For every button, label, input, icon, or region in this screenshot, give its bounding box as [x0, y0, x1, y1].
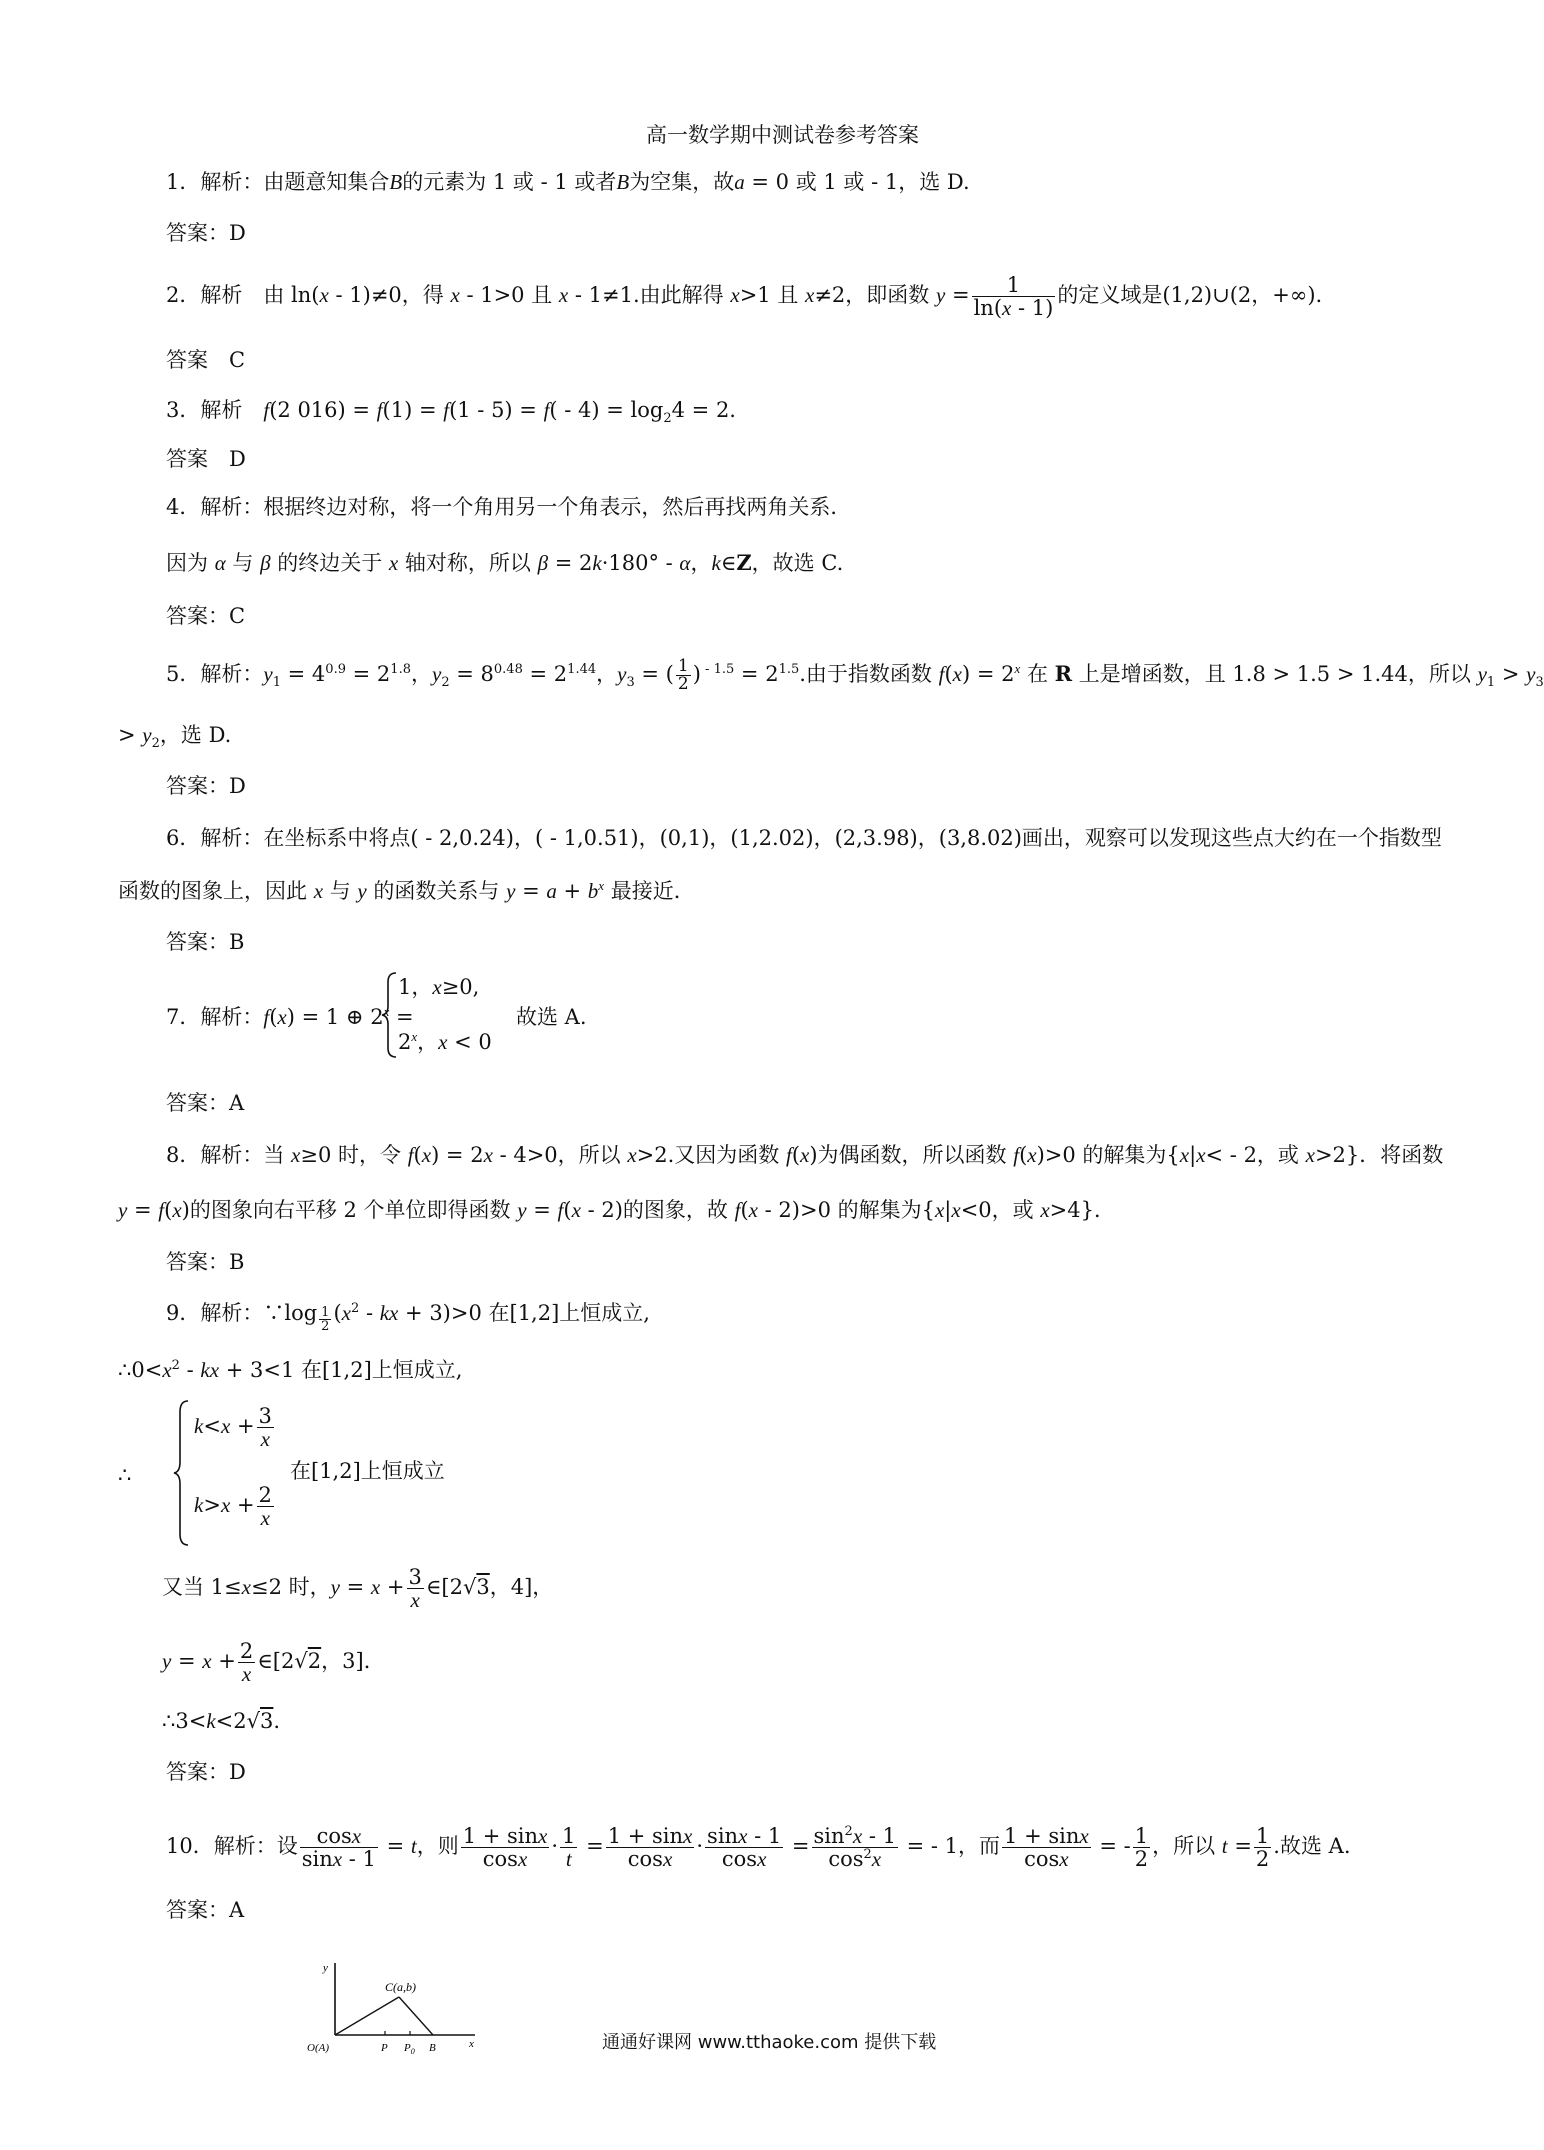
q8-solution-line2: y = f(x)的图象向右平移 2 个单位即得函数 y = f(x - 2)的图象，故 f(x - 2)>0 的解集为{x|x<0，或 x>4}．: [118, 1198, 1115, 1222]
q6-answer: 答案：B: [166, 930, 245, 954]
q7-solution: 7．解析：f(x) = 1 ⊕ $2^x$ =: [166, 1004, 414, 1029]
figure-label-x: x: [469, 2038, 474, 2050]
q9-brace: [172, 1398, 192, 1548]
q10-answer: 答案：A: [166, 1898, 245, 1922]
figure-label-y: y: [323, 1962, 328, 1974]
figure-label-p0-main: P: [404, 2042, 411, 2054]
q1-solution: 1．解析：由题意知集合B的元素为 1 或 - 1 或者B为空集，故a = 0 或 1 或 - 1，选 D.: [166, 170, 970, 194]
figure-label-b: B: [429, 2042, 436, 2054]
q9-solution-line3: 又当 1≤x≤2 时，y = x + $\frac{3}{x}$ ∈[2√3，4]，: [162, 1565, 554, 1612]
figure-label-p: P: [381, 2042, 388, 2054]
q8-answer: 答案：B: [166, 1250, 245, 1274]
q2-solution: 2．解析 由 ln(x - 1)≠0，得 x - 1>0 且 x - 1≠1.由此解得 x>1 且 x≠2，即函数 y = $\frac{1}{\ln(x - 1)}$ 的定义域是(1,2)∪(2，+∞).: [166, 273, 1323, 320]
figure-label-o: O(A): [307, 2042, 329, 2054]
figure-label-c: C(a,b): [385, 1980, 416, 1994]
q7-conclusion: 故选 A.: [516, 1005, 587, 1029]
q2-answer: 答案 C: [166, 348, 246, 372]
q5-solution-line2: > $y_2$，选 D.: [118, 723, 232, 752]
figure-label-p0: [403, 2042, 415, 2056]
q8-solution-line1: 8．解析：当 x≥0 时，令 f(x) = 2x - 4>0，所以 x>2.又因为函数 f(x)为偶函数，所以函数 f(x)>0 的解集为{x|x< - 2，或 x>2}．将函数: [166, 1143, 1444, 1167]
q1-answer: 答案：D: [166, 221, 246, 245]
q5-solution-line1: 5．解析：$y_1 = 4^{0.9} = 2^{1.8}$，$y_2 = 8^{0.48} = 2^{1.44}$，$y_3$ = ( $\frac{1}{2}$ ) $^{- 1.5} = 2^{1.5}$.由于指数函数 $f(x) = 2^x$ 在 R 上是增函数，且 1.8 > 1.5 > 1.44，所以 $y_1 > y_3$: [166, 656, 1544, 694]
q7-answer: 答案：A: [166, 1091, 245, 1115]
q9-solution-line5: ∴3<k<2√3.: [162, 1709, 281, 1733]
q9-therefore: ∴: [118, 1463, 132, 1487]
q9-case1: k<x + $\frac{3}{x}$: [194, 1404, 272, 1451]
q3-solution: 3．解析 f(2 $016) = f(1) = f(1 - 5) = f( - 4) = \log_24 = 2$.: [166, 398, 736, 427]
q7-case2: 2$^x$，x < 0: [398, 1029, 492, 1054]
q7-brace: [380, 970, 400, 1060]
q7-case1: 1，x≥0,: [398, 975, 480, 999]
page-footer: 通通好课网 www.tthaoke.com 提供下载: [602, 2032, 937, 2053]
q10-solution: 10．解析：设 $\frac{\cos x}{\sin x - 1}$ = t，则 $\frac{1 + \sin x}{\cos x}$ · $\frac{1}{t}$ = $\frac{1 + \sin x}{\cos x}$ · $\frac{\sin x - 1}{\cos x}$ = $\frac{\sin^2x - 1}{\cos^2x}$ = - 1，而 $\frac{1 + \sin x}{\cos x}$ = - $\frac{1}{2}$ ，所以 t = $\frac{1}{2}$ .故选 A.: [166, 1824, 1351, 1871]
q6-solution-line1: 6．解析：在坐标系中将点( - 2,0.24)，( - 1,0.51)，(0,1)，(1,2.02)，(2,3.98)，(3,8.02)画出，观察可以发现这些点大约在一个指数型: [166, 826, 1442, 850]
q9-solution-line2: $\therefore 0<x^2$ - kx + 3<1 在[1,2]上恒成立,: [118, 1358, 463, 1382]
q4-answer: 答案：C: [166, 604, 246, 628]
q9-solution-line4: y = x + $\frac{2}{x}$ ∈[2√2，3]．: [162, 1639, 385, 1686]
figure-segment-oc: [335, 1997, 399, 2035]
q9-answer: 答案：D: [166, 1760, 246, 1784]
q4-solution-line1: 4．解析：根据终边对称，将一个角用另一个角表示，然后再找两角关系．: [166, 495, 852, 519]
page-title: 高一数学期中测试卷参考答案: [646, 123, 919, 147]
q5-answer: 答案：D: [166, 774, 246, 798]
q9-solution-line1: 9．解析：∵log $\frac{1}{2}$ ($x^2$ - kx + 3)>0 在[1,2]上恒成立,: [166, 1301, 650, 1334]
figure-label-p0-sub: 0: [410, 2047, 415, 2056]
q6-solution-line2: 函数的图象上，因此 x 与 y 的函数关系与 $y = a + b^x$ 最接近．: [118, 878, 695, 903]
q4-solution-line2: 因为 α 与 β 的终边关于 x 轴对称，所以 β = 2k·180° - α，k∈Z，故选 C.: [166, 550, 844, 575]
q9-case2: k>x + $\frac{2}{x}$: [194, 1483, 272, 1530]
q9-condition: 在[1,2]上恒成立: [290, 1459, 445, 1483]
q11-figure: [305, 1955, 485, 2055]
q3-answer: 答案 D: [166, 447, 246, 471]
figure-segment-cb: [399, 1997, 433, 2035]
